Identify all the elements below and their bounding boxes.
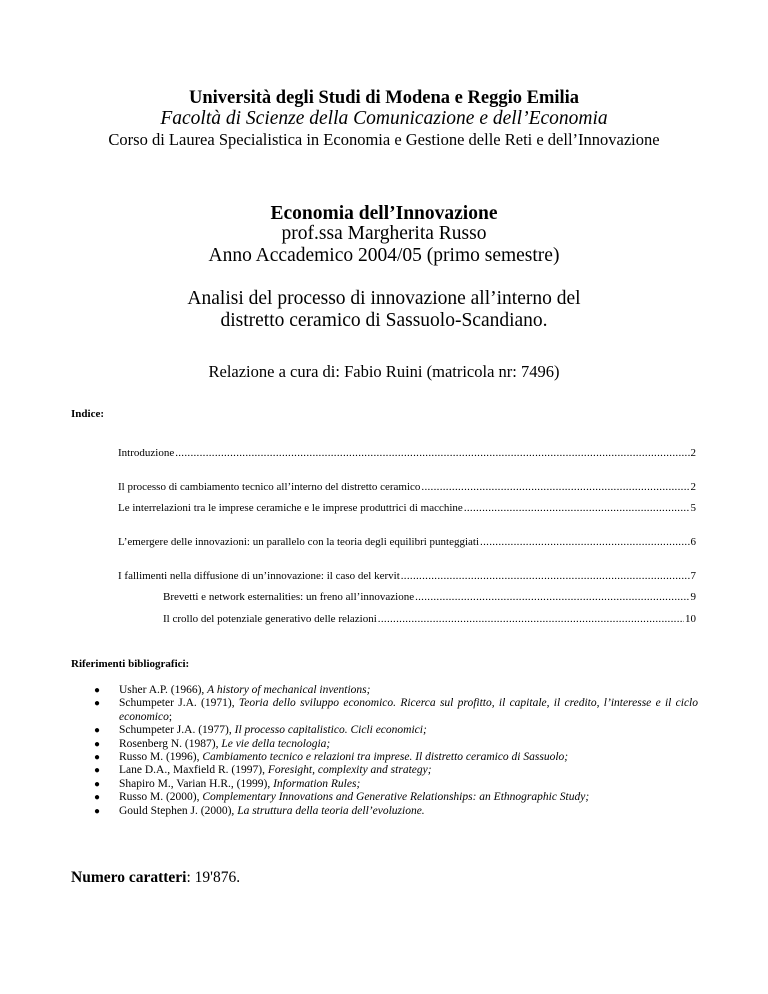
references-list <box>94 684 698 818</box>
toc-leader <box>175 447 689 459</box>
course-name: Economia dell’Innovazione <box>270 203 498 224</box>
toc-entry <box>163 591 696 603</box>
toc-leader <box>480 536 689 548</box>
toc-entry <box>118 502 696 514</box>
reference-author: Russo M. (2000), <box>119 791 203 804</box>
reference-title: Information Rules; <box>273 777 361 790</box>
toc-entry-page: 2 <box>690 447 696 459</box>
reference-author: Schumpeter J.A. (1971), <box>119 697 239 710</box>
reference-title: A history of mechanical inventions; <box>207 684 371 696</box>
reference-author: Gould Stephen J. (2000), <box>119 804 238 817</box>
bullet-icon: ● <box>94 738 101 750</box>
faculty-name: Facoltà di Scienze della Comunicazione e dell’Economia <box>160 108 608 129</box>
toc-entry <box>118 481 696 493</box>
reference-item <box>94 697 698 724</box>
character-count-label: Numero caratteri <box>71 869 187 886</box>
degree-program: Corso di Laurea Specialistica in Economia e Gestione delle Reti e dell’Innovazione <box>108 130 660 149</box>
report-title-line-2: distretto ceramico di Sassuolo-Scandiano. <box>220 310 548 331</box>
toc-entry-label: L’emergere delle innovazioni: un parallelo con la teoria degli equilibri punteggiati <box>118 536 480 548</box>
university-name: Università degli Studi di Modena e Reggio Emilia <box>188 88 580 108</box>
toc-entry-label: Le interrelazioni tra le imprese ceramiche e le imprese produttrici di macchine <box>118 502 463 514</box>
reference-title: Complementary Innovations and Generative Relationships: an Ethnographic Study; <box>202 791 590 804</box>
toc-entry-label: Introduzione <box>118 447 175 459</box>
bullet-icon: ● <box>94 765 101 777</box>
reference-author: Shapiro M., Varian H.R., (1999), <box>119 777 274 790</box>
toc-entry-page: 2 <box>690 481 696 493</box>
academic-year: Anno Accademico 2004/05 (primo semestre) <box>208 245 560 266</box>
toc-entry <box>163 613 696 625</box>
reference-item <box>94 738 698 751</box>
toc-entry-page: 5 <box>690 502 696 514</box>
reference-author: Russo M. (1996), <box>119 751 203 764</box>
report-title-line-1: Analisi del processo di innovazione all’interno del <box>187 288 581 309</box>
bullet-icon: ● <box>94 698 101 710</box>
reference-title: Cambiamento tecnico e relazioni tra imprese. Il distretto ceramico di Sassuolo; <box>202 751 569 764</box>
reference-item <box>94 791 698 804</box>
bullet-icon: ● <box>94 792 101 804</box>
toc-leader <box>421 481 689 493</box>
toc-entry-page: 10 <box>685 613 696 625</box>
reference-item <box>94 778 698 791</box>
character-count <box>71 869 240 887</box>
bullet-icon: ● <box>94 778 101 790</box>
bullet-icon: ● <box>94 805 101 817</box>
reference-author: Lane D.A., Maxfield R. (1997), <box>119 764 268 777</box>
toc-entry-page: 9 <box>690 591 696 603</box>
reference-author: Schumpeter J.A. (1977), <box>119 724 235 737</box>
toc-entry-label: Il crollo del potenziale generativo delle relazioni <box>163 613 377 625</box>
toc-entry-label: Brevetti e network esternalities: un freno all’innovazione <box>163 591 415 603</box>
toc-heading: Indice: <box>71 408 104 420</box>
reference-item <box>94 724 698 737</box>
reference-item <box>94 764 698 777</box>
bullet-icon: ● <box>94 685 101 696</box>
toc-entry-page: 6 <box>690 536 696 548</box>
toc-entry-label: Il processo di cambiamento tecnico all’interno del distretto ceramico <box>118 481 421 493</box>
reference-item <box>94 751 698 764</box>
reference-item <box>94 805 698 818</box>
professor-name: prof.ssa Margherita Russo <box>281 223 487 244</box>
reference-title: La struttura della teoria dell’evoluzione. <box>237 804 425 817</box>
bullet-icon: ● <box>94 725 101 737</box>
reference-title: Le vie della tecnologia; <box>221 737 331 750</box>
reference-title: Teoria dello sviluppo economico. Ricerca sul profitto, il capitale, il credito, l’interesse e il ciclo economico <box>119 697 698 723</box>
toc-entry-page: 7 <box>690 570 696 582</box>
toc-entry <box>118 536 696 548</box>
toc-leader <box>464 502 690 514</box>
toc-entry <box>118 570 696 582</box>
toc-entry <box>118 447 696 459</box>
character-count-value: : 19'876. <box>186 869 241 886</box>
reference-tail: ; <box>168 710 173 723</box>
reference-author: Rosenberg N. (1987), <box>119 737 222 750</box>
bullet-icon: ● <box>94 752 101 764</box>
reference-author: Usher A.P. (1966), <box>119 684 208 696</box>
toc-leader <box>415 591 689 603</box>
reference-item <box>94 684 698 697</box>
author-line: Relazione a cura di: Fabio Ruini (matricola nr: 7496) <box>208 362 560 381</box>
toc-entry-label: I fallimenti nella diffusione di un’innovazione: il caso del kervit <box>118 570 400 582</box>
reference-title: Foresight, complexity and strategy; <box>267 764 432 777</box>
reference-title: Il processo capitalistico. Cicli economici; <box>234 724 427 737</box>
references-heading: Riferimenti bibliografici: <box>71 658 190 670</box>
toc-leader <box>401 570 690 582</box>
toc-leader <box>378 613 684 625</box>
